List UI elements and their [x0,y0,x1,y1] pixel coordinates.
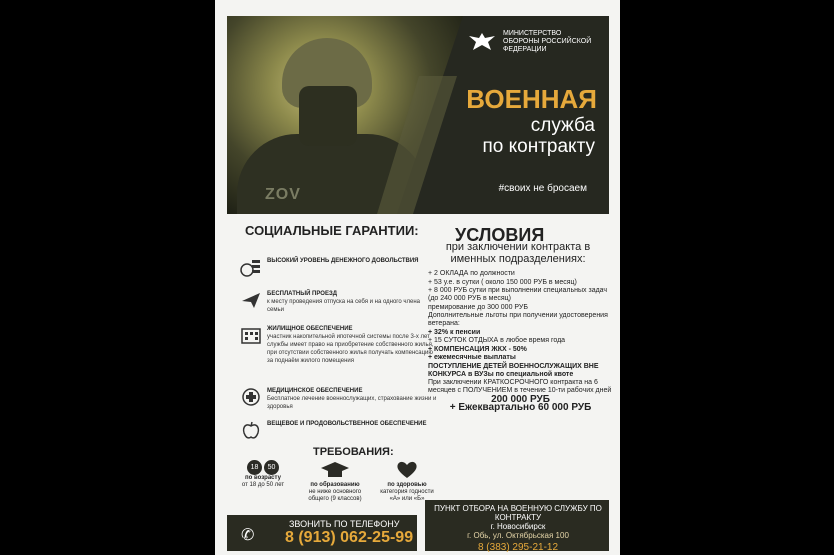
call-footer [227,515,417,551]
list-item: ПОСТУПЛЕНИЕ ДЕТЕЙ ВОЕННОСЛУЖАЩИХ ВНЕ КОНКУРСА в ВУЗы по специальной квоте [428,362,599,378]
plane-icon [240,290,262,310]
conditions-heading: УСЛОВИЯ [455,225,545,245]
phone-number-2[interactable]: 8 (383) 295-21-12 [477,542,559,553]
hero-subtitle: служба по контракту [482,115,595,157]
conditions-list [428,270,613,413]
monthly-payment: + Ежеквартально 60 000 РУБ [449,402,592,413]
flyer-page [215,0,620,555]
heart-icon [395,460,419,479]
eagle-emblem-icon [467,30,497,54]
coins-icon [240,257,262,277]
list-item: + 15 СУТОК ОТДЫХА в любое время года [428,337,566,344]
guarantee-supply: ВЕЩЕВОЕ И ПРОДОВОЛЬСТВЕННОЕ ОБЕСПЕЧЕНИЕ [240,420,437,440]
ministry-logo [467,30,595,54]
address: г. Обь, ул. Октябрьская 100 [467,531,569,540]
list-item: + 53 у.е. в сутки ( около 150 000 РУБ в месяц) [428,278,577,286]
list-item: Дополнительные льготы при получении удостоверения ветерана: [428,312,608,327]
hashtag: #своих не бросаем [498,183,587,194]
conditions-subheading: при заключении контракта в именных подразделениях: [445,241,591,265]
guarantee-travel: БЕСПЛАТНЫЙ ПРОЕЗД к месту проведения отпуска на себя и на одного члена семьи [240,290,437,314]
call-label: ЗВОНИТЬ ПО ТЕЛЕФОНУ [289,519,400,529]
guarantee-medical: МЕДИЦИНСКОЕ ОБЕСПЕЧЕНИЕ Бесплатное лечение военнослужащих, страхование жизни и здоровья [240,387,437,411]
list-item: премирование до 300 000 РУБ [428,303,528,311]
hero-title: ВОЕННАЯ [466,84,597,114]
phone-number[interactable]: 8 (913) 062-25-99 [285,529,414,546]
hero-banner [227,16,609,214]
guarantee-pay: ВЫСОКИЙ УРОВЕНЬ ДЕНЕЖНОГО ДОВОЛЬСТВИЯ [240,257,437,277]
requirement-education: по образованию не ниже основного общего (9 классов) [303,460,367,503]
list-item: + 32% к пенсии [428,328,481,336]
ministry-name: МИНИСТЕРСТВО ОБОРОНЫ РОССИЙСКОЙ ФЕДЕРАЦИИ [503,30,592,53]
graduation-cap-icon [320,460,350,479]
age-max-badge: 50 [264,460,279,475]
list-item: + 8 000 РУБ сутки при выполнении специальных задач (до 240 000 РУБ в месяц) [428,287,608,302]
medical-cross-icon [240,387,262,407]
requirement-health: по здоровью категория годности «А» или «Б» [375,460,439,503]
list-item: + КОМПЕНСАЦИЯ ЖКХ - 50% [428,345,527,353]
zov-patch: ZOV [265,186,301,203]
social-heading: СОЦИАЛЬНЫЕ ГАРАНТИИ: [245,223,419,238]
list-item: + 2 ОКЛАДА по должности [428,270,515,277]
apple-icon [240,420,262,440]
guarantee-housing: ЖИЛИЩНОЕ ОБЕСПЕЧЕНИЕ участник накопительной ипотечной системы после 3-х лет службы имеет право на приобретение собственного жилья, при отсутствии собственного жилья получать компенсацию за поднаём жилого помещения [240,325,437,365]
recruitment-footer [425,500,609,551]
list-item: При заключении КРАТКОСРОЧНОГО контракта на 6 месяцев с ПОЛУЧЕНИЕМ в течение 10-ти рабочих дней [428,379,612,394]
phone-icon: ✆ [241,527,255,544]
list-item: + ежемесячные выплаты [428,354,516,361]
requirement-age: 18 50 по возрасту от 18 до 50 лет [231,460,295,489]
building-icon [240,325,262,345]
age-min-badge: 18 [247,460,262,475]
requirements-heading: ТРЕБОВАНИЯ: [313,446,394,458]
lump-sum: 200 000 РУБ [491,393,550,405]
recruitment-point: ПУНКТ ОТБОРА НА ВОЕННУЮ СЛУЖБУ ПО КОНТРАКТУ г. Новосибирск [434,504,602,531]
